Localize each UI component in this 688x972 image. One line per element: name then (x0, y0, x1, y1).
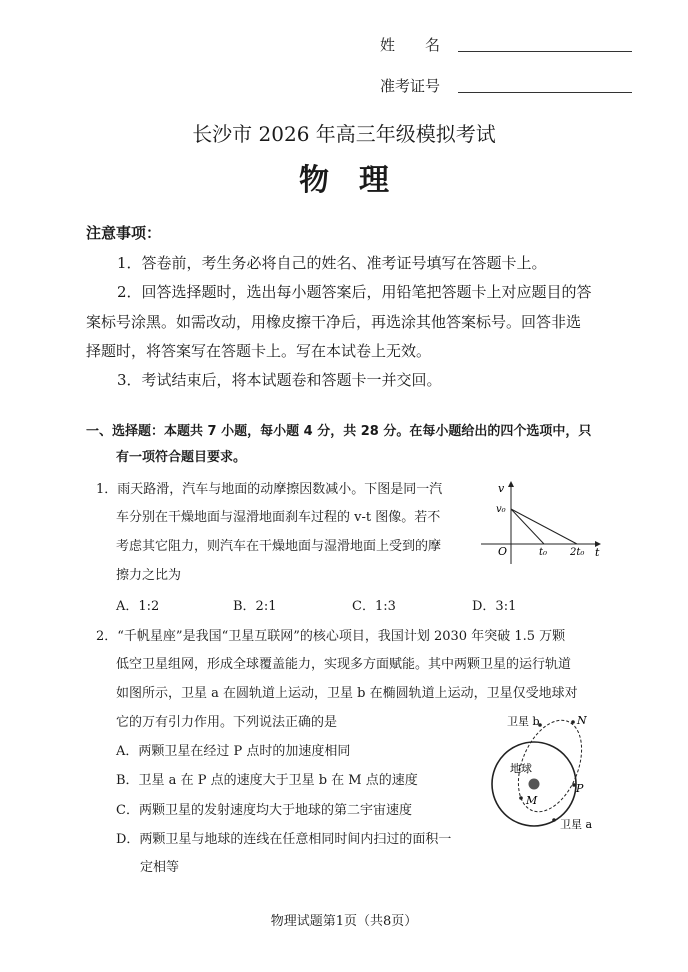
q1-text-line-1: 1．雨天路滑，汽车与地面的动摩擦因数减小。下图是同一汽 (96, 482, 443, 497)
q2-option-d-line-2: 定相等 (140, 860, 180, 875)
notice-heading: 注意事项： (86, 224, 162, 242)
q1-option-a[interactable]: A．1:2 (116, 599, 160, 614)
exam-id-label: 准考证号 (380, 77, 441, 95)
earth-icon (529, 779, 540, 790)
page-footer: 物理试题第1页（共8页） (270, 914, 418, 929)
exam-id-field-line[interactable] (458, 92, 632, 93)
t-axis-label: t (595, 546, 600, 559)
name-label: 姓 名 (380, 36, 441, 54)
v-axis-label: v (498, 482, 505, 495)
dry-road-line (511, 509, 544, 544)
subject-title: 物 理 (299, 163, 389, 198)
vt-graph (476, 476, 606, 576)
q1-option-d[interactable]: D．3:1 (472, 599, 517, 614)
wet-road-line (511, 509, 577, 544)
point-m-label: M (526, 794, 538, 807)
q2-option-a[interactable]: A．两颗卫星在经过 P 点时的加速度相同 (116, 744, 351, 759)
satellite-b-label: 卫星 b (507, 715, 540, 728)
satellite-a-dot (552, 818, 556, 822)
satellite-a-label: 卫星 a (560, 818, 593, 831)
q1-option-c[interactable]: C．1:3 (352, 599, 396, 614)
earth-label: 地球 (510, 762, 532, 775)
point-n-label: N (577, 714, 587, 727)
notice-item-3: 3．考试结束后，将本试题卷和答题卡一并交回。 (117, 371, 442, 389)
section-heading-line-1: 一、选择题：本题共 7 小题，每小题 4 分，共 28 分。在每小题给出的四个选项中，只 (86, 424, 592, 439)
v0-label: v₀ (496, 504, 506, 515)
q2-text-line-1: 2．“千帆星座”是我国“卫星互联网”的核心项目，我国计划 2030 年突破 1.5 万颗 (96, 629, 566, 644)
point-p-label: P (576, 782, 584, 795)
notice-item-2-line-2: 案标号涂黑。如需改动，用橡皮擦干净后，再选涂其他答案标号。回答非选 (86, 313, 582, 331)
q2-text-line-4: 它的万有引力作用。下列说法正确的是 (116, 715, 338, 730)
2t0-label: 2t₀ (570, 547, 585, 558)
section-heading-line-2: 有一项符合题目要求。 (116, 450, 247, 465)
q1-text-line-4: 擦力之比为 (116, 568, 182, 583)
name-field-line[interactable] (458, 51, 632, 52)
exam-title: 长沙市 2026 年高三年级模拟考试 (192, 122, 496, 146)
origin-label: O (498, 545, 508, 558)
orbit-diagram (490, 710, 610, 835)
q2-option-d-line-1[interactable]: D．两颗卫星与地球的连线在任意相同时间内扫过的面积一 (116, 832, 452, 847)
q1-text-line-2: 车分别在干燥地面与湿滑地面刹车过程的 v-t 图像。若不 (116, 510, 441, 525)
notice-item-2-line-1: 2．回答选择题时，选出每小题答案后，用铅笔把答题卡上对应题目的答 (117, 283, 592, 301)
q2-text-line-3: 如图所示，卫星 a 在圆轨道上运动，卫星 b 在椭圆轨道上运动，卫星仅受地球对 (116, 686, 578, 701)
point-n-dot (571, 720, 575, 724)
q1-text-line-3: 考虑其它阻力，则汽车在干燥地面与湿滑地面上受到的摩 (116, 539, 442, 554)
notice-item-2-line-3: 择题时，将答案写在答题卡上。写在本试卷上无效。 (86, 342, 432, 360)
notice-item-1: 1．答卷前，考生务必将自己的姓名、准考证号填写在答题卡上。 (117, 254, 547, 272)
q2-text-line-2: 低空卫星组网，形成全球覆盖能力，实现多方面赋能。其中两颗卫星的运行轨道 (116, 657, 572, 672)
q2-option-b[interactable]: B．卫星 a 在 P 点的速度大于卫星 b 在 M 点的速度 (116, 773, 418, 788)
q2-option-c[interactable]: C．两颗卫星的发射速度均大于地球的第二宇宙速度 (116, 803, 412, 818)
point-m-dot (519, 796, 523, 800)
t0-label: t₀ (539, 547, 548, 558)
q1-option-b[interactable]: B．2:1 (233, 599, 277, 614)
